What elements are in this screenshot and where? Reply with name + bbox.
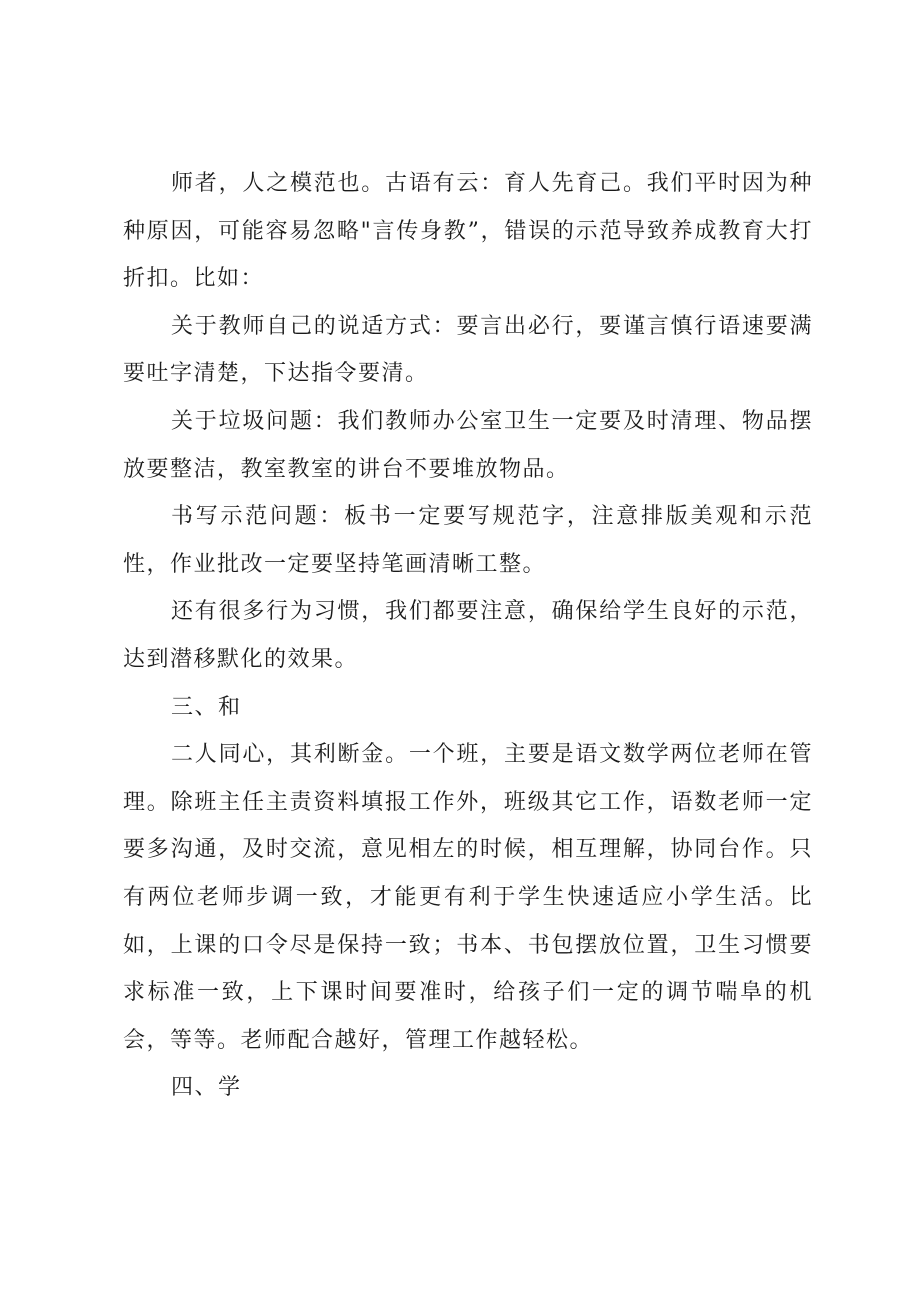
paragraph-cleanliness: 关于垃圾问题：我们教师办公室卫生一定要及时清理、物品摆放要整洁，教室教室的讲台不要堆放物品。	[123, 408, 813, 482]
document-body	[123, 160, 813, 1112]
paragraph-writing: 书写示范问题：板书一定要写规范字，注意排版美观和示范性，作业批改一定要坚持笔画清晰工整。	[123, 504, 813, 577]
section-heading-four: 四、学	[171, 1075, 242, 1101]
paragraph-role-model: 师者，人之模范也。古语有云：育人先育己。我们平时因为种种原因，可能容易忽略"言传身教”，错误的示范导致养成教育大打折扣。比如：	[123, 171, 813, 292]
section-heading-three: 三、和	[171, 694, 242, 720]
paragraph-cooperation: 二人同心，其利断金。一个班，主要是语文数学两位老师在管理。除班主任主责资料填报工作外，班级其它工作，语数老师一定要多沟通，及时交流，意见相左的时候，相互理解，协同台作。只有两位老师步调一致，才能更有利于学生快速适应小学生活。比如，上课的口令尽是保持一致；书本、书包摆放位置，卫生习惯要求标准一致，上下课时间要准时，给孩子们一定的调节喘阜的机会，等等。老师配合越好，管理工作越轻松。	[123, 742, 813, 1053]
paragraph-speech: 关于教师自己的说适方式：要言出必行，要谨言慎行语速要满要吐字清楚，下达指令要清。	[123, 313, 813, 387]
paragraph-habits: 还有很多行为习惯，我们都要注意，确保给学生良好的示范，达到潜移默化的效果。	[123, 599, 813, 672]
